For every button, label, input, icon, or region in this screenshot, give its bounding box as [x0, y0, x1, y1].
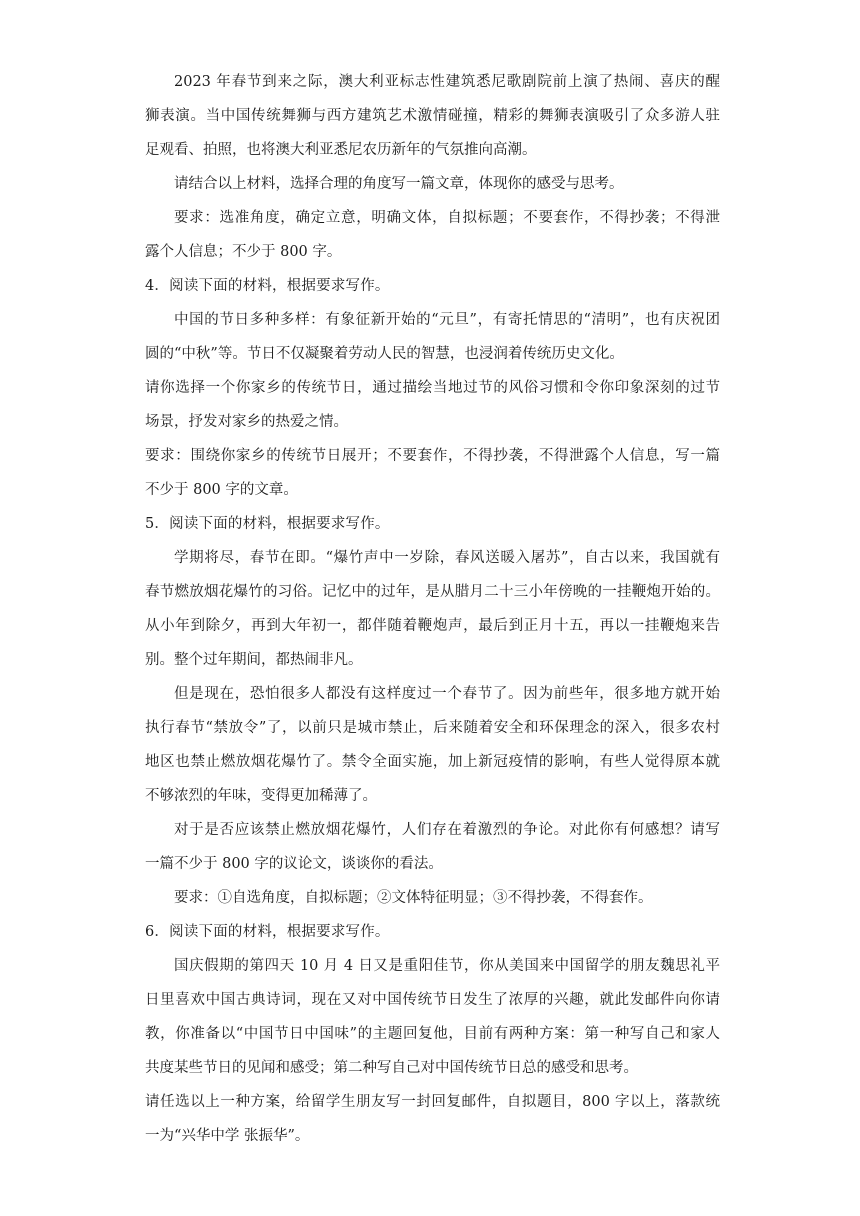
text-line: 执行春节“禁放令”了，以前只是城市禁止，后来随着安全和环保理念的深入，很多农村: [145, 720, 720, 736]
text-line: 要求：①自选角度，自拟标题；②文体特征明显；③不得抄袭，不得套作。: [174, 890, 653, 906]
text-line: 地区也禁止燃放烟花爆竹了。禁令全面实施，加上新冠疫情的影响，有些人觉得原本就: [145, 754, 720, 770]
text-line: 场景，抒发对家乡的热爱之情。: [145, 414, 348, 430]
text-line: 请任选以上一种方案，给留学生朋友写一封回复邮件，自拟题目，800 字以上，落款统: [145, 1094, 720, 1110]
text-line: 对于是否应该禁止燃放烟花爆竹，人们存在着激烈的争论。对此你有何感想？请写: [174, 822, 720, 838]
text-line: 2023 年春节到来之际，澳大利亚标志性建筑悉尼歌剧院前上演了热闹、喜庆的醒: [174, 74, 720, 90]
text-line: 要求：选准角度，确定立意，明确文体，自拟标题；不要套作，不得抄袭；不得泄: [174, 210, 720, 226]
text-line: 别。整个过年期间，都热闹非凡。: [145, 652, 363, 668]
text-line: 要求：围绕你家乡的传统节日展开；不要套作，不得抄袭，不得泄露个人信息，写一篇: [145, 448, 720, 464]
text-line: 但是现在，恐怕很多人都没有这样度过一个春节了。因为前些年，很多地方就开始: [174, 686, 720, 702]
text-line: 春节燃放烟花爆竹的习俗。记忆中的过年，是从腊月二十三小年傍晚的一挂鞭炮开始的。: [145, 584, 720, 600]
text-line: 学期将尽，春节在即。“爆竹声中一岁除，春风送暖入屠苏”，自古以来，我国就有: [174, 550, 720, 566]
text-line: 不够浓烈的年味，变得更加稀薄了。: [145, 788, 377, 804]
text-line: 教，你准备以“中国节日中国味”的主题回复他，目前有两种方案：第一种写自己和家人: [145, 1026, 720, 1042]
text-line: 露个人信息；不少于 800 字。: [145, 244, 342, 260]
text-line: 一篇不少于 800 字的议论文，谈谈你的看法。: [145, 856, 443, 872]
question-title: 5．阅读下面的材料，根据要求写作。: [145, 516, 390, 532]
text-line: 请结合以上材料，选择合理的角度写一篇文章，体现你的感受与思考。: [174, 176, 624, 192]
text-line: 日里喜欢中国古典诗词，现在又对中国传统节日发生了浓厚的兴趣，就此发邮件向你请: [145, 992, 720, 1008]
question-title: 4．阅读下面的材料，根据要求写作。: [145, 278, 390, 294]
text-line: 一为“兴华中学 张振华”。: [145, 1128, 310, 1144]
question-title: 6．阅读下面的材料，根据要求写作。: [145, 924, 390, 940]
text-line: 请你选择一个你家乡的传统节日，通过描绘当地过节的风俗习惯和令你印象深刻的过节: [145, 380, 720, 396]
text-line: 国庆假期的第四天 10 月 4 日又是重阳佳节，你从美国来中国留学的朋友魏思礼平: [174, 958, 720, 974]
text-line: 狮表演。当中国传统舞狮与西方建筑艺术激情碰撞，精彩的舞狮表演吸引了众多游人驻: [145, 108, 720, 124]
text-line: 共度某些节日的见闻和感受；第二种写自己对中国传统节日总的感受和思考。: [145, 1060, 638, 1076]
text-line: 从小年到除夕，再到大年初一，都伴随着鞭炮声，最后到正月十五，再以一挂鞭炮来告: [145, 618, 720, 634]
text-line: 不少于 800 字的文章。: [145, 482, 298, 498]
text-line: 中国的节日多种多样：有象征新开始的“元旦”，有寄托情思的“清明”，也有庆祝团: [174, 312, 720, 328]
text-line: 足观看、拍照，也将澳大利亚悉尼农历新年的气氛推向高潮。: [145, 142, 537, 158]
text-line: 圆的“中秋”等。节日不仅凝聚着劳动人民的智慧，也浸润着传统历史文化。: [145, 346, 624, 362]
